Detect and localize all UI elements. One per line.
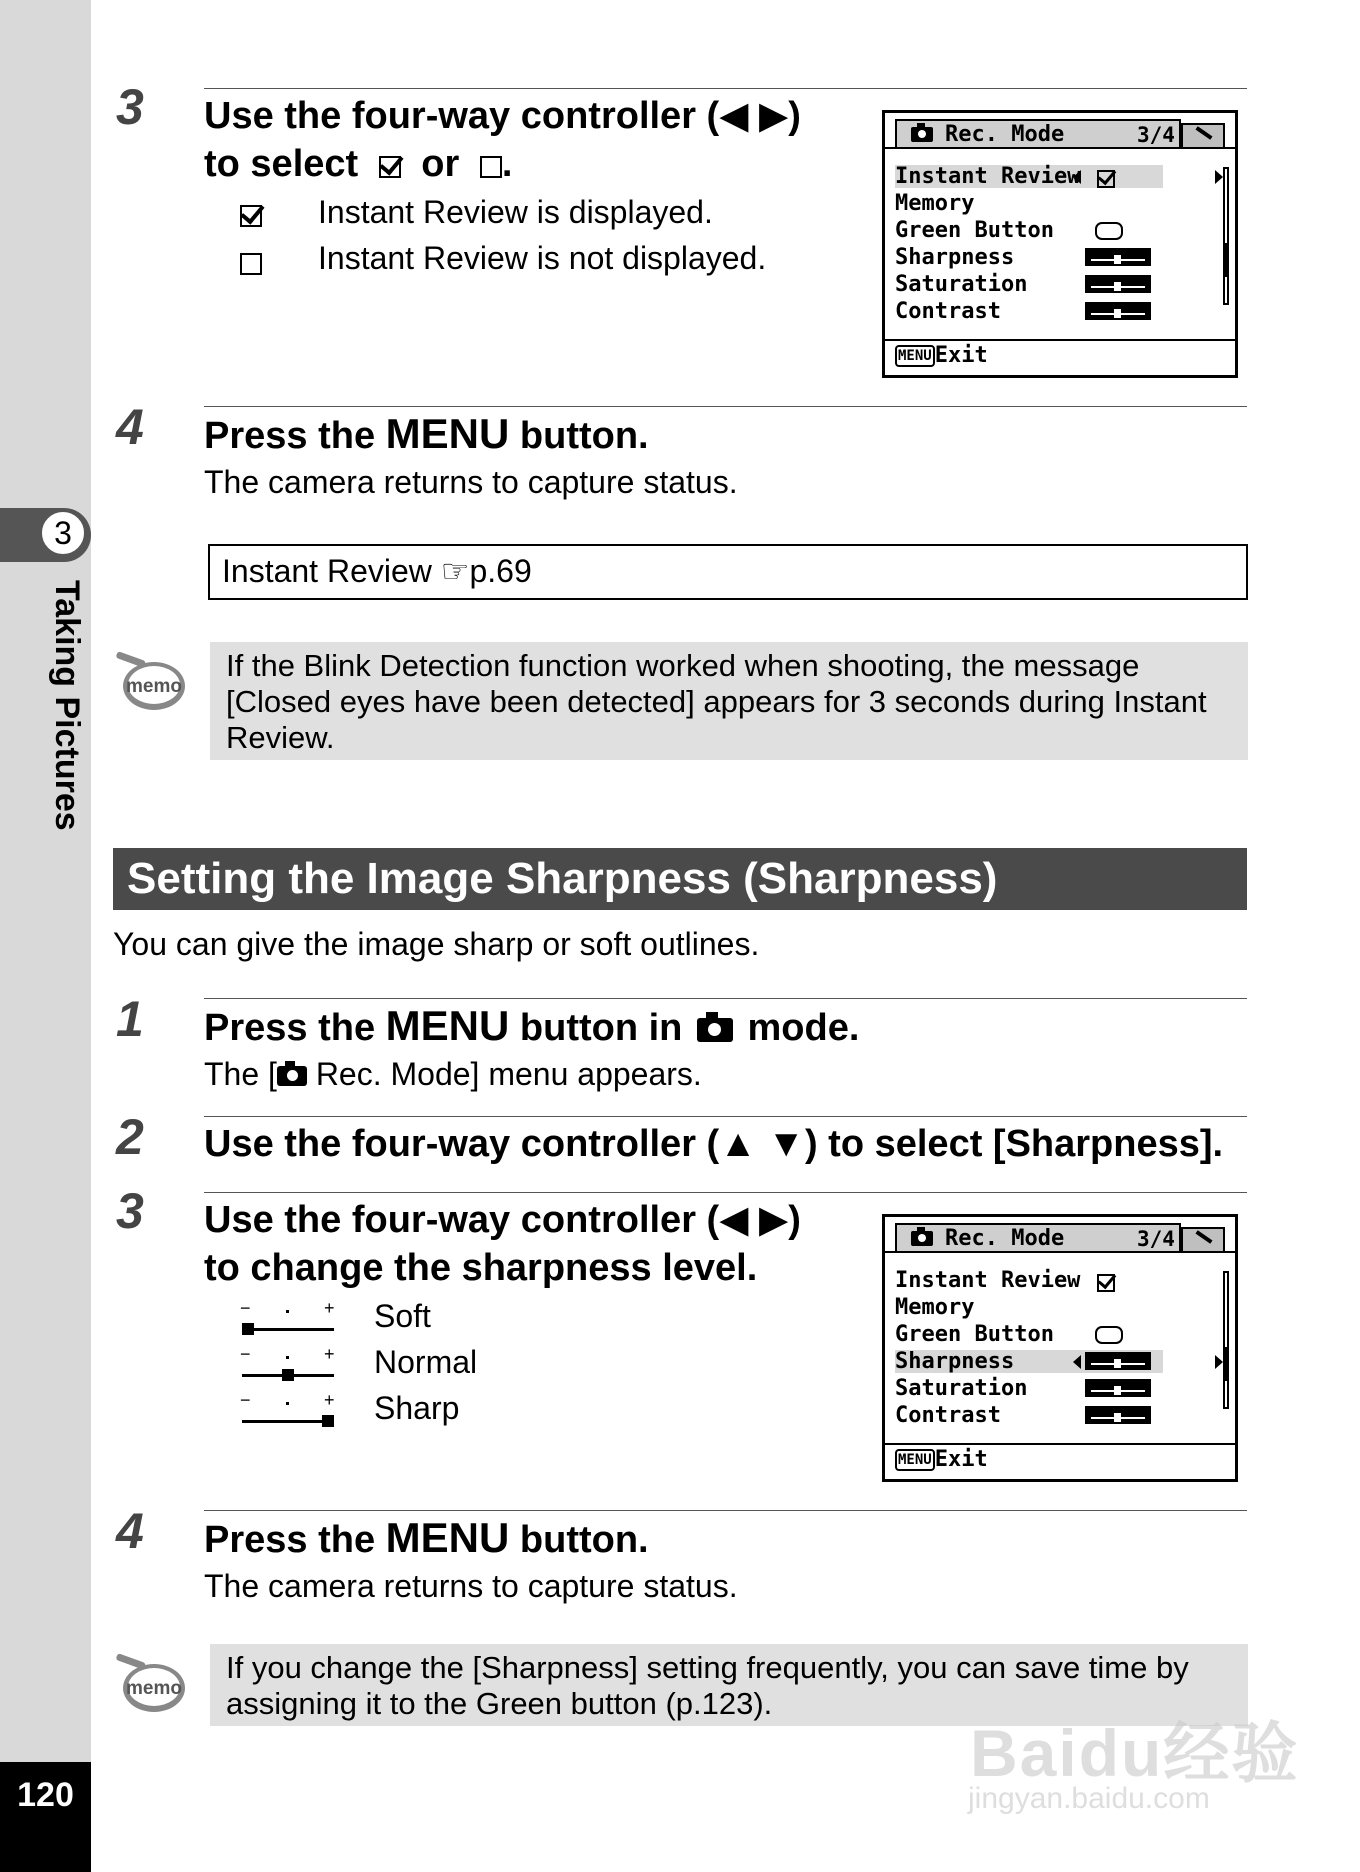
step-divider <box>204 1192 1247 1193</box>
step-heading: Press the MENU button. <box>204 410 649 457</box>
tab-setup <box>1181 1227 1225 1251</box>
level-label: Normal <box>374 1344 478 1380</box>
menu-item-memory: Memory <box>895 191 975 216</box>
list-item <box>240 244 262 281</box>
step-number: 2 <box>116 1109 144 1165</box>
scrollbar-thumb <box>1225 243 1227 277</box>
scrollbar <box>1223 167 1229 305</box>
empty-box-icon <box>480 156 502 178</box>
arrow-left-icon <box>1073 1355 1081 1369</box>
footer-label: Exit <box>934 343 988 368</box>
step-number: 4 <box>116 1503 144 1559</box>
footer-divider <box>885 339 1235 341</box>
sharpness-sharp-icon: − + <box>240 1398 336 1430</box>
checked-box-icon <box>379 156 401 178</box>
level-label: Sharp <box>374 1390 460 1426</box>
sidebar <box>0 0 91 1872</box>
wrench-icon <box>1195 1230 1212 1244</box>
memo-icon <box>114 1652 188 1716</box>
slider-icon <box>1085 302 1151 320</box>
wrench-icon <box>1195 126 1212 140</box>
step-body: The [ Rec. Mode] menu appears. <box>204 1056 702 1092</box>
menu-item-saturation: Saturation <box>895 272 1028 297</box>
green-button-icon <box>1095 1326 1123 1344</box>
camera-icon <box>277 1066 307 1086</box>
step-divider <box>204 1116 1247 1117</box>
menu-item-saturation: Saturation <box>895 1376 1028 1401</box>
tab-rec-mode <box>895 119 1181 147</box>
screen-footer <box>895 1447 988 1472</box>
step-number: 3 <box>116 79 144 135</box>
watermark-url: jingyan.baidu.com <box>968 1782 1210 1815</box>
menu-item-green-button: Green Button <box>895 218 1054 243</box>
section-title: Setting the Image Sharpness (Sharpness) <box>113 848 1247 910</box>
item-text: Instant Review is displayed. <box>318 194 713 230</box>
tab-page: 3/4 <box>1137 1227 1175 1251</box>
arrow-right-icon <box>1215 1355 1223 1369</box>
step-body: The camera returns to capture status. <box>204 1568 738 1604</box>
camera-icon <box>911 127 933 142</box>
svg-text:memo: memo <box>126 1678 182 1699</box>
tab-title: Rec. Mode <box>945 1226 1065 1251</box>
empty-box-icon <box>240 253 262 275</box>
camera-icon <box>697 1018 733 1042</box>
menu-key-icon: MENU <box>895 1449 935 1471</box>
step-heading: Use the four-way controller (▲ ▼) to select [Sharpness]. <box>204 1123 1224 1165</box>
tab-bar <box>895 119 1225 147</box>
page-number: 120 <box>0 1762 91 1872</box>
memo-note: If the Blink Detection function worked when shooting, the message [Closed eyes have been detected] appears for 3 seconds during Instant Review. <box>210 642 1248 760</box>
scrollbar <box>1223 1271 1229 1409</box>
step-heading: Use the four-way controller (◀ ▶) <box>204 95 801 137</box>
menu-item-green-button: Green Button <box>895 1322 1054 1347</box>
menu-item-sharpness: Sharpness <box>895 1350 1163 1373</box>
step-divider <box>204 998 1247 999</box>
step-number: 4 <box>116 399 144 455</box>
memo-note: If you change the [Sharpness] setting frequently, you can save time by assigning it to the Green button (p.123). <box>210 1644 1248 1726</box>
sharpness-soft-icon: − + <box>240 1306 336 1338</box>
chapter-number: 3 <box>40 510 86 556</box>
menu-item-memory: Memory <box>895 1295 975 1320</box>
step-heading-line2: to change the sharpness level. <box>204 1247 758 1289</box>
slider-icon <box>1085 275 1151 293</box>
tab-page: 3/4 <box>1137 123 1175 147</box>
memo-icon <box>114 650 188 714</box>
tab-divider <box>885 1251 1235 1253</box>
tab-title: Rec. Mode <box>945 122 1065 147</box>
svg-text:memo: memo <box>126 676 182 697</box>
menu-item-instant-review: Instant Review <box>895 1268 1081 1293</box>
footer-divider <box>885 1443 1235 1445</box>
slider-icon <box>1085 1406 1151 1424</box>
menu-item-contrast: Contrast <box>895 299 1001 324</box>
reference-box: Instant Review ☞p.69 <box>208 544 1248 600</box>
checked-box-icon <box>240 205 262 227</box>
checked-box-icon <box>1097 170 1115 188</box>
sharpness-normal-icon: − + <box>240 1352 336 1384</box>
tab-setup <box>1181 123 1225 147</box>
scrollbar-thumb <box>1225 1347 1227 1381</box>
camera-menu-screen <box>882 110 1238 378</box>
footer-label: Exit <box>934 1447 988 1472</box>
step-number: 3 <box>116 1183 144 1239</box>
screen-footer <box>895 343 988 368</box>
menu-key-icon: MENU <box>895 345 935 367</box>
list-item <box>240 196 262 233</box>
section-intro: You can give the image sharp or soft outlines. <box>113 926 760 962</box>
level-label: Soft <box>374 1298 431 1334</box>
menu-item-sharpness: Sharpness <box>895 245 1015 270</box>
checked-box-icon <box>1097 1274 1115 1292</box>
arrow-right-icon <box>1215 170 1223 184</box>
green-button-icon <box>1095 222 1123 240</box>
step-heading: Press the MENU button in mode. <box>204 1002 860 1049</box>
step-number: 1 <box>116 991 144 1047</box>
step-divider <box>204 406 1247 407</box>
tab-divider <box>885 147 1235 149</box>
step-heading: Use the four-way controller (◀ ▶) <box>204 1199 801 1241</box>
tab-rec-mode <box>895 1223 1181 1251</box>
step-divider <box>204 88 1247 89</box>
camera-icon <box>911 1231 933 1246</box>
menu-item-contrast: Contrast <box>895 1403 1001 1428</box>
step-body: The camera returns to capture status. <box>204 464 738 500</box>
step-heading-line2: to select or . <box>204 143 513 185</box>
step-divider <box>204 1510 1247 1511</box>
chapter-title: Taking Pictures <box>48 580 86 831</box>
arrow-left-icon <box>1073 170 1081 184</box>
item-text: Instant Review is not displayed. <box>318 240 767 276</box>
slider-icon <box>1085 1352 1151 1370</box>
slider-icon <box>1085 1379 1151 1397</box>
slider-icon <box>1085 248 1151 266</box>
tab-bar <box>895 1223 1225 1251</box>
menu-item-instant-review: Instant Review <box>895 165 1163 188</box>
step-heading: Press the MENU button. <box>204 1514 649 1561</box>
camera-menu-screen <box>882 1214 1238 1482</box>
watermark: Baidu经验 <box>970 1716 1300 1790</box>
